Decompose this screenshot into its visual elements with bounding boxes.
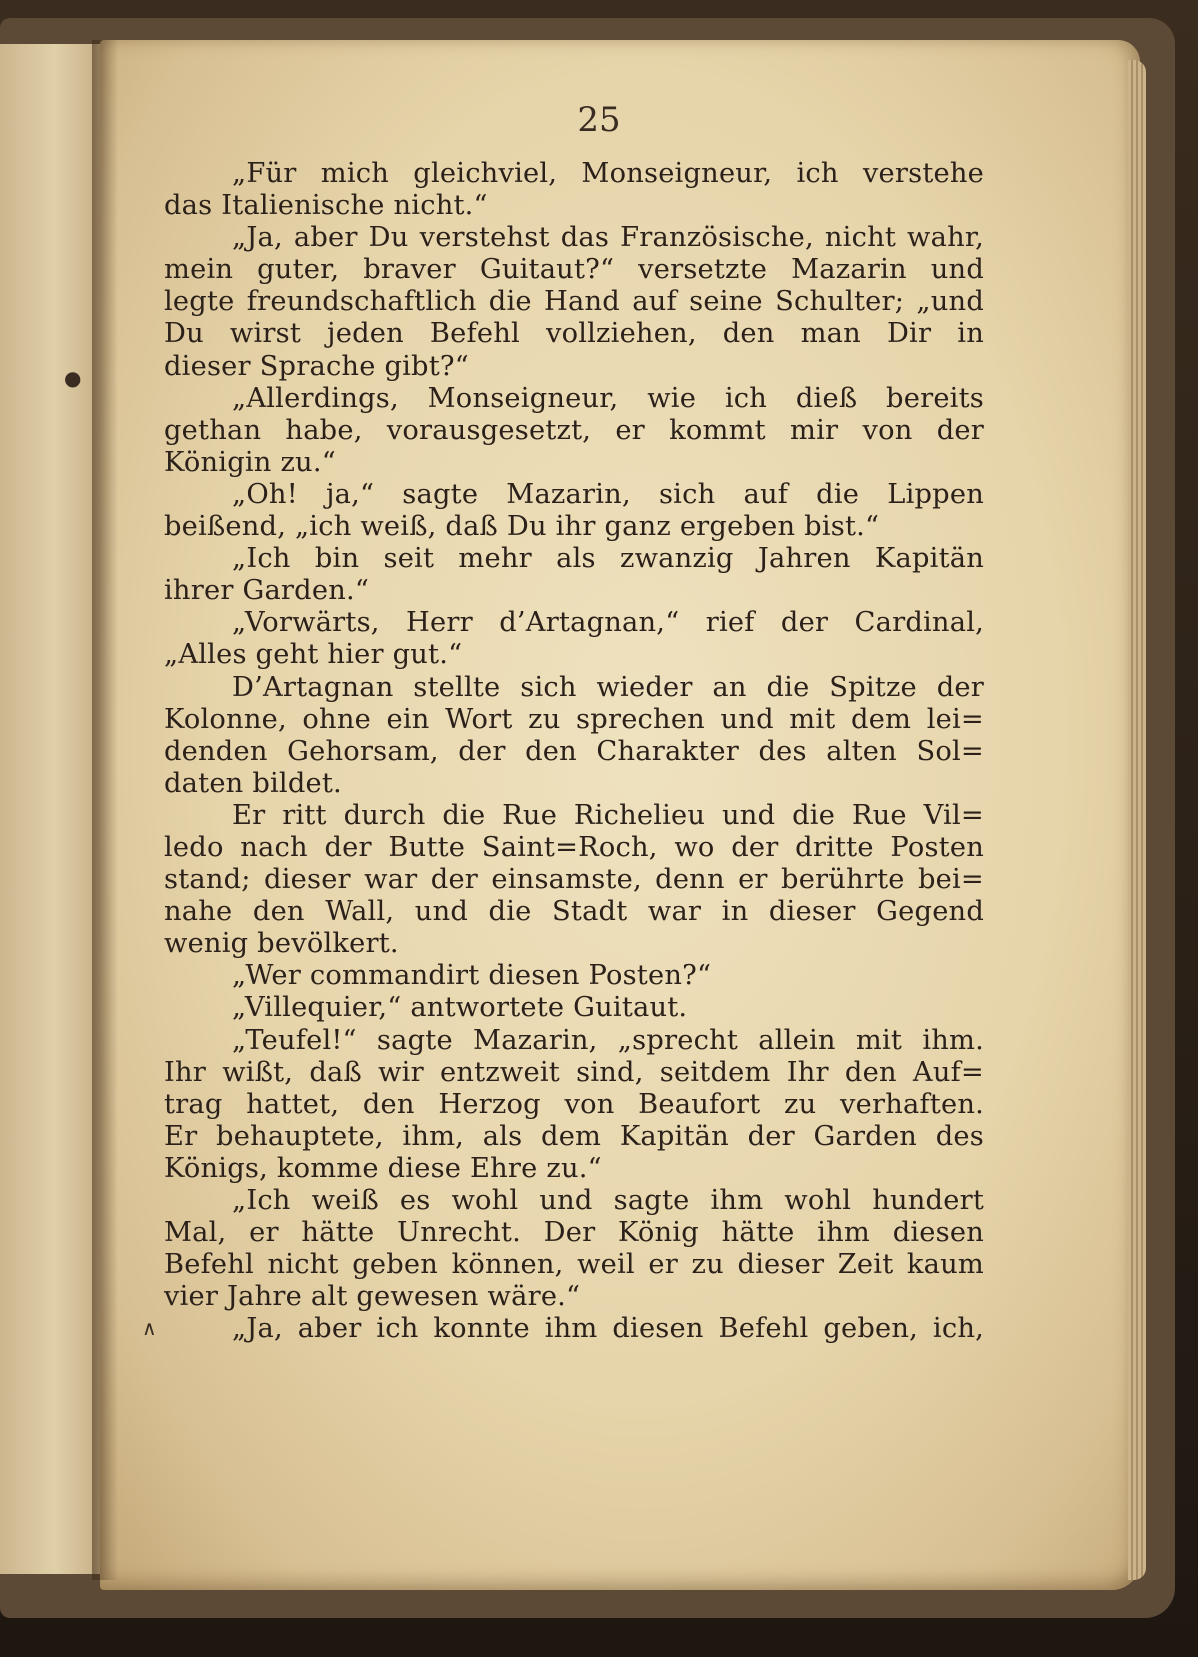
page-number: 25 [577, 100, 621, 140]
text-line: das Italienische nicht.“ [164, 190, 488, 222]
text-line: dieser Sprache gibt?“ [164, 350, 469, 382]
text-line: Du wirst jeden Befehl vollziehen, den man Dir in [164, 318, 984, 350]
text-line: „Für mich gleichviel, Monseigneur, ich verstehe [232, 158, 984, 189]
text-line: Er behauptete, ihm, als dem Kapitän der Garden des [164, 1120, 984, 1152]
text-line: „Wer commandirt diesen Posten?“ [232, 960, 712, 992]
text-line: legte freundschaftlich die Hand auf seine Schulter; „und [164, 286, 984, 318]
text-line: beißend, „ich weiß, daß Du ihr ganz ergeben bist.“ [164, 511, 880, 543]
text-line: daten bildet. [164, 767, 342, 799]
text-line: „Ich weiß es wohl und sagte ihm wohl hundert [232, 1185, 984, 1216]
text-line: wenig bevölkert. [164, 928, 399, 960]
margin-mark: ∧ [142, 1316, 157, 1340]
text-line: denden Gehorsam, der den Charakter des alten Sol= [164, 735, 984, 767]
text-line: nahe den Wall, und die Stadt war in dieser Gegend [164, 896, 984, 928]
text-line: ledo nach der Butte Saint=Roch, wo der dritte Posten [164, 831, 984, 863]
text-line: „Alles geht hier gut.“ [164, 639, 463, 671]
text-line: „Ja, aber ich konnte ihm diesen Befehl geben, ich, [232, 1313, 984, 1345]
text-line: D’Artagnan stellte sich wieder an die Spitze der [232, 671, 984, 703]
spine-shadow [92, 40, 118, 1580]
text-line: „Teufel!“ sagte Mazarin, „sprecht allein mit ihm. [232, 1024, 984, 1056]
text-line: Königin zu.“ [164, 446, 336, 478]
text-line: Mal, er hätte Unrecht. Der König hätte ihm diesen [164, 1217, 984, 1249]
text-line: „Vorwärts, Herr d’Artagnan,“ rief der Cardinal, [232, 607, 984, 639]
text-line: „Ich bin seit mehr als zwanzig Jahren Kapitän [232, 543, 984, 575]
text-line: Kolonne, ohne ein Wort zu sprechen und mit dem lei= [164, 703, 984, 735]
text-line: mein guter, braver Guitaut?“ versetzte Mazarin und [164, 254, 984, 286]
page-stack-edge [1128, 60, 1146, 1580]
text-line: ihrer Garden.“ [164, 575, 370, 607]
text-line: „Allerdings, Monseigneur, wie ich dieß bereits [232, 382, 984, 414]
text-line: „Oh! ja,“ sagte Mazarin, sich auf die Lippen [232, 478, 984, 510]
text-line: „Villequier,“ antwortete Guitaut. [232, 992, 688, 1024]
body-text [164, 158, 984, 1345]
text-line: vier Jahre alt gewesen wäre.“ [164, 1281, 581, 1313]
text-line: gethan habe, vorausgesetzt, er kommt mir von der [164, 414, 984, 446]
text-line: „Ja, aber Du verstehst das Französische, nicht wahr, [232, 222, 984, 254]
text-line: Er ritt durch die Rue Richelieu und die Rue Vil= [232, 799, 984, 831]
text-line: trag hattet, den Herzog von Beaufort zu verhaften. [164, 1088, 984, 1120]
text-line: stand; dieser war der einsamste, denn er berührte bei= [164, 864, 984, 896]
text-line: Ihr wißt, daß wir entzweit sind, seitdem Ihr den Auf= [164, 1056, 984, 1088]
margin-mark: ● [64, 366, 82, 390]
facing-page-edge [0, 44, 102, 1574]
text-line: Befehl nicht geben können, weil er zu dieser Zeit kaum [164, 1249, 984, 1281]
text-line: Königs, komme diese Ehre zu.“ [164, 1152, 602, 1184]
